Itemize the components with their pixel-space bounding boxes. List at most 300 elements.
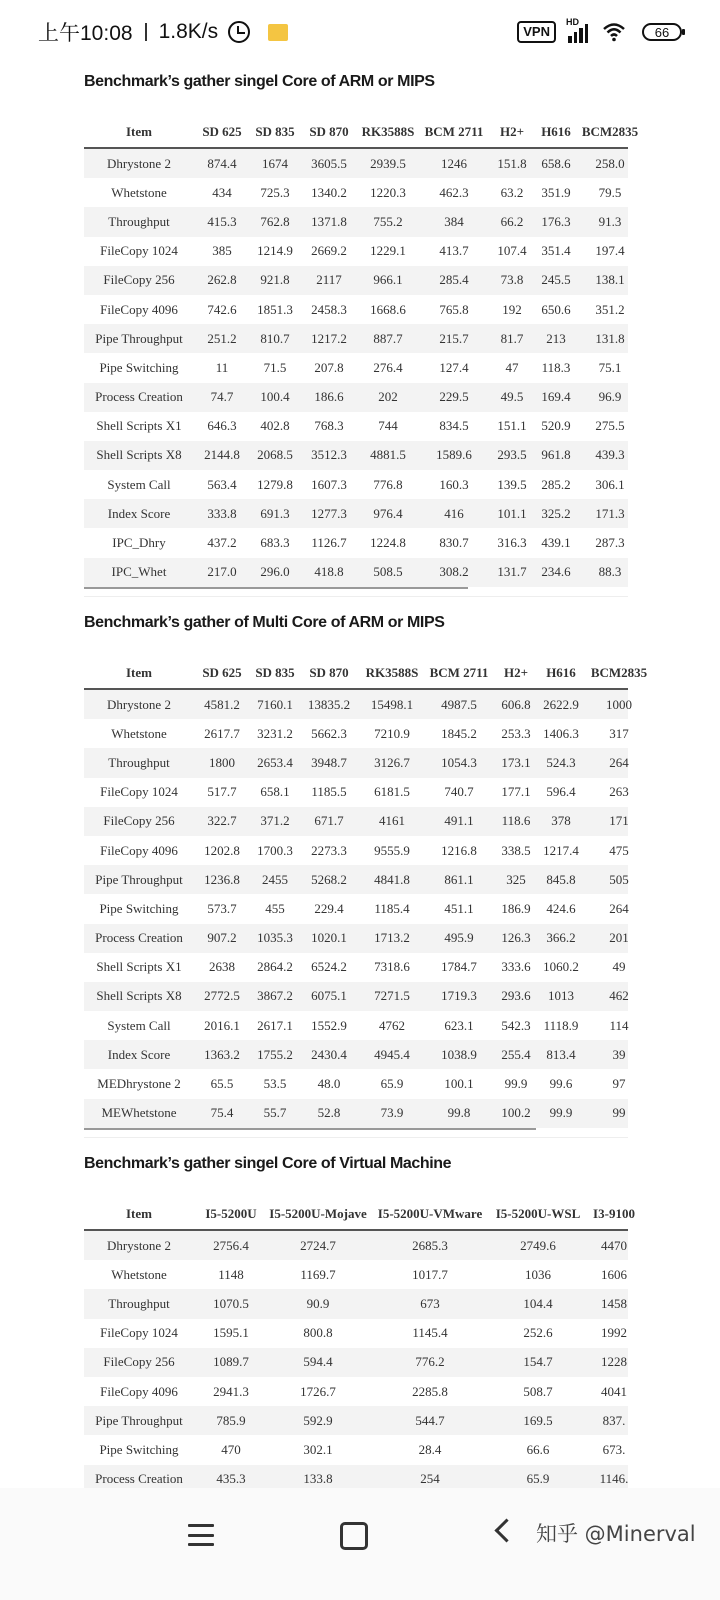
table-cell: 351.4	[541, 243, 571, 259]
table-cell: 264	[609, 900, 629, 916]
table-cell: 921.8	[260, 272, 290, 288]
article-content[interactable]	[0, 64, 720, 1488]
row-label: Pipe Throughput	[95, 330, 183, 346]
navigation-bar	[0, 1488, 720, 1600]
table-cell: 768.3	[314, 418, 344, 434]
table-cell: 2617.7	[204, 725, 240, 741]
table-title: Benchmark’s gather of Multi Core of ARM or MIPS	[84, 614, 445, 631]
table-cell: 2685.3	[412, 1237, 448, 1253]
column-header: SD 625	[202, 123, 242, 139]
table-cell: 907.2	[207, 930, 237, 946]
table-cell: 264	[609, 754, 629, 770]
table-row	[84, 1406, 628, 1435]
table-cell: 1668.6	[370, 301, 406, 317]
table-cell: 325.2	[541, 505, 571, 521]
table-cell: 1217.2	[311, 330, 347, 346]
table-cell: 1228	[601, 1354, 627, 1370]
row-label: FileCopy 1024	[100, 784, 178, 800]
table-cell: 202	[378, 389, 398, 405]
table-cell: 100.1	[444, 1076, 474, 1092]
table-cell: 1371.8	[311, 213, 347, 229]
table-cell: 73.8	[500, 272, 524, 288]
table-cell: 437.2	[207, 535, 237, 551]
table-header-row	[84, 1198, 635, 1231]
table-cell: 762.8	[260, 213, 290, 229]
table-cell: 3867.2	[257, 988, 293, 1004]
signal-icon	[566, 17, 588, 43]
table-cell: 66.2	[500, 213, 524, 229]
table-cell: 462	[609, 988, 629, 1004]
table-cell: 462.3	[439, 184, 469, 200]
table-cell: 169.4	[541, 389, 571, 405]
table-cell: 1607.3	[311, 476, 347, 492]
section-divider	[84, 1137, 628, 1138]
table-cell: 384	[444, 213, 464, 229]
table-cell: 4841.8	[374, 871, 410, 887]
table-cell: 834.5	[439, 418, 469, 434]
table-cell: 524.3	[546, 754, 576, 770]
table-cell: 3948.7	[311, 754, 347, 770]
table-cell: 1035.3	[257, 930, 293, 946]
table-row	[84, 719, 628, 748]
table-cell: 99	[612, 1105, 626, 1121]
table-cell: 262.8	[207, 272, 237, 288]
table-cell: 296.0	[260, 564, 290, 580]
table-header-row	[84, 116, 639, 149]
table-row	[84, 690, 632, 719]
row-label: Shell Scripts X1	[96, 418, 182, 434]
table-cell: 742.6	[207, 301, 237, 317]
table-cell: 2941.3	[213, 1383, 249, 1399]
watermark: 知乎 @Minerval	[536, 1522, 696, 1546]
table-cell: 606.8	[501, 696, 531, 712]
clock: 上午10:08	[38, 22, 133, 45]
column-header: SD 625	[202, 664, 242, 680]
table-cell: 2617.1	[257, 1017, 293, 1033]
table-cell: 1458	[601, 1295, 627, 1311]
table-cell: 673.	[602, 1441, 626, 1457]
alarm-icon	[228, 21, 250, 43]
row-label: Index Score	[107, 505, 171, 521]
table-cell: 2622.9	[543, 696, 579, 712]
status-right	[517, 17, 682, 43]
row-label: Pipe Throughput	[95, 1412, 183, 1428]
table-cell: 650.6	[541, 301, 571, 317]
table-cell: 96.9	[598, 389, 622, 405]
table-cell: 71.5	[263, 359, 287, 375]
table-cell: 253.3	[501, 725, 531, 741]
table-row	[84, 1099, 628, 1128]
table-cell: 49.5	[500, 389, 524, 405]
table-cell: 1214.9	[257, 243, 293, 259]
table-cell: 263	[609, 784, 629, 800]
table-cell: 1589.6	[436, 447, 472, 463]
table-row	[84, 383, 628, 412]
table-cell: 127.4	[439, 359, 469, 375]
hd-label: HD	[566, 17, 579, 27]
table-row	[84, 295, 628, 324]
table-cell: 1719.3	[441, 988, 477, 1004]
table-cell: 90.9	[306, 1295, 330, 1311]
table-cell: 1145.4	[412, 1325, 448, 1341]
table-cell: 217.0	[207, 564, 237, 580]
table-cell: 39	[612, 1046, 626, 1062]
row-label: Throughput	[108, 1295, 170, 1311]
table-cell: 7271.5	[374, 988, 410, 1004]
column-header: H2+	[503, 664, 529, 680]
table-cell: 2772.5	[204, 988, 240, 1004]
table-row	[84, 894, 628, 923]
table-cell: 254	[420, 1471, 440, 1487]
table-cell: 1700.3	[257, 842, 293, 858]
table-cell: 6181.5	[374, 784, 410, 800]
table-cell: 2749.6	[520, 1237, 556, 1253]
table-cell: 79.5	[598, 184, 622, 200]
table-cell: 1148	[218, 1266, 244, 1282]
row-label: FileCopy 256	[103, 272, 175, 288]
column-header: I5-5200U-VMware	[377, 1205, 483, 1221]
table-cell: 91.3	[598, 213, 622, 229]
table-cell: 2455	[262, 871, 288, 887]
table-cell: 28.4	[418, 1441, 442, 1457]
table-cell: 1020.1	[311, 930, 347, 946]
table-cell: 776.2	[415, 1354, 445, 1370]
table-cell: 646.3	[207, 418, 237, 434]
table-header-row	[84, 657, 648, 690]
table-cell: 186.6	[314, 389, 344, 405]
table-row	[84, 470, 628, 499]
table-title: Benchmark’s gather singel Core of ARM or MIPS	[84, 73, 435, 90]
column-header: I5-5200U-WSL	[495, 1205, 581, 1221]
table-cell: 508.7	[523, 1383, 553, 1399]
table-cell: 101.1	[497, 505, 527, 521]
table-row	[84, 1011, 628, 1040]
column-header: BCM2835	[590, 664, 648, 680]
table-cell: 1279.8	[257, 476, 293, 492]
table-cell: 491.1	[444, 813, 474, 829]
table-cell: 2458.3	[311, 301, 347, 317]
column-header: Item	[126, 1205, 152, 1221]
table-cell: 683.3	[260, 535, 290, 551]
row-label: Dhrystone 2	[107, 155, 171, 171]
table-cell: 765.8	[439, 301, 469, 317]
table-cell: 813.4	[546, 1046, 576, 1062]
row-label: Whetstone	[111, 1266, 167, 1282]
row-label: FileCopy 4096	[100, 301, 178, 317]
column-header: Item	[126, 664, 152, 680]
table-cell: 52.8	[317, 1105, 341, 1121]
status-bar	[0, 0, 720, 64]
row-label: IPC_Dhry	[112, 535, 166, 551]
table-cell: 252.6	[523, 1325, 553, 1341]
table-row	[84, 412, 628, 441]
table-cell: 139.5	[497, 476, 527, 492]
table-cell: 245.5	[541, 272, 571, 288]
table-row	[84, 207, 628, 236]
row-label: Whetstone	[111, 725, 167, 741]
table-cell: 976.4	[373, 505, 403, 521]
table-cell: 830.7	[439, 535, 469, 551]
table-cell: 6075.1	[311, 988, 347, 1004]
table-cell: 1070.5	[213, 1295, 249, 1311]
table-cell: 1013	[548, 988, 574, 1004]
table-cell: 1755.2	[257, 1046, 293, 1062]
row-label: Pipe Throughput	[95, 871, 183, 887]
table-cell: 1220.3	[370, 184, 406, 200]
table-cell: 7318.6	[374, 959, 410, 975]
table-cell: 308.2	[439, 564, 469, 580]
table-cell: 275.5	[595, 418, 625, 434]
table-cell: 563.4	[207, 476, 237, 492]
table-row	[84, 1435, 628, 1464]
table-cell: 961.8	[541, 447, 571, 463]
column-header: H2+	[499, 123, 525, 139]
table-cell: 207.8	[314, 359, 344, 375]
table-row	[84, 836, 628, 865]
table-cell: 520.9	[541, 418, 571, 434]
table-cell: 596.4	[546, 784, 576, 800]
table-cell: 1185.5	[311, 784, 347, 800]
table-cell: 592.9	[303, 1412, 333, 1428]
vpn-icon: VPN	[517, 21, 556, 43]
table-cell: 2117	[316, 272, 342, 288]
table-cell: 171	[609, 813, 629, 829]
table-cell: 475	[609, 842, 629, 858]
table-cell: 740.7	[444, 784, 474, 800]
table-cell: 131.8	[595, 330, 625, 346]
row-label: Shell Scripts X1	[96, 959, 182, 975]
table-cell: 776.8	[373, 476, 403, 492]
row-label: Pipe Switching	[99, 1441, 179, 1457]
row-label: System Call	[107, 1017, 171, 1033]
table-cell: 1784.7	[441, 959, 477, 975]
table-cell: 2144.8	[204, 447, 240, 463]
table-cell: 1126.7	[311, 535, 347, 551]
table-cell: 3126.7	[374, 754, 410, 770]
row-label: FileCopy 1024	[100, 1325, 178, 1341]
table-cell: 1406.3	[543, 725, 579, 741]
table-cell: 2016.1	[204, 1017, 240, 1033]
table-cell: 1713.2	[374, 930, 410, 946]
table-cell: 151.1	[497, 418, 527, 434]
table-cell: 255.4	[501, 1046, 531, 1062]
battery-icon: 66	[642, 23, 682, 41]
table-cell: 99.9	[504, 1076, 528, 1092]
table-cell: 1054.3	[441, 754, 477, 770]
table-cell: 285.2	[541, 476, 571, 492]
table-cell: 371.2	[260, 813, 290, 829]
table-cell: 2638	[209, 959, 235, 975]
table-cell: 351.9	[541, 184, 571, 200]
table-cell: 88.3	[598, 564, 622, 580]
table-cell: 1340.2	[311, 184, 347, 200]
row-label: Whetstone	[111, 184, 167, 200]
table-row	[84, 558, 628, 587]
table-bottom-rule	[84, 1128, 536, 1130]
table-cell: 1146.	[599, 1471, 629, 1487]
table-row	[84, 865, 628, 894]
table-cell: 169.5	[523, 1412, 553, 1428]
benchmark-table	[84, 1198, 635, 1496]
row-label: Process Creation	[95, 389, 183, 405]
table-cell: 338.5	[501, 842, 531, 858]
table-row	[84, 748, 628, 777]
benchmark-table	[84, 657, 648, 1130]
table-cell: 3231.2	[257, 725, 293, 741]
table-cell: 2864.2	[257, 959, 293, 975]
table-cell: 126.3	[501, 930, 531, 946]
table-cell: 4762	[379, 1017, 405, 1033]
table-cell: 1595.1	[213, 1325, 249, 1341]
table-cell: 1277.3	[311, 505, 347, 521]
table-cell: 13835.2	[307, 696, 351, 712]
table-cell: 4987.5	[441, 696, 477, 712]
table-cell: 49	[612, 959, 626, 975]
table-cell: 658.1	[260, 784, 290, 800]
menu-icon[interactable]	[188, 1524, 214, 1546]
column-header: RK3588S	[361, 123, 415, 139]
table-cell: 316.3	[497, 535, 527, 551]
table-section	[84, 1153, 635, 1496]
table-cell: 1217.4	[543, 842, 579, 858]
table-cell: 594.4	[303, 1354, 333, 1370]
column-header: SD 835	[255, 123, 295, 139]
column-header: H616	[541, 123, 571, 139]
table-row	[84, 266, 628, 295]
row-label: IPC_Whet	[111, 564, 167, 580]
row-label: Dhrystone 2	[107, 1237, 171, 1253]
table-cell: 229.5	[439, 389, 469, 405]
table-row	[84, 1289, 628, 1318]
table-cell: 2430.4	[311, 1046, 347, 1062]
table-cell: 691.3	[260, 505, 290, 521]
table-cell: 138.1	[595, 272, 625, 288]
table-cell: 1169.7	[300, 1266, 336, 1282]
table-cell: 378	[551, 813, 571, 829]
row-label: System Call	[107, 476, 171, 492]
table-cell: 63.2	[500, 184, 524, 200]
table-cell: 439.3	[595, 447, 625, 463]
table-cell: 11	[215, 359, 229, 375]
table-cell: 2273.3	[311, 842, 347, 858]
row-label: MEDhrystone 2	[97, 1076, 181, 1092]
column-header: BCM2835	[581, 123, 639, 139]
row-label: Throughput	[108, 754, 170, 770]
table-cell: 4945.4	[374, 1046, 410, 1062]
table-cell: 197.4	[595, 243, 625, 259]
table-cell: 1185.4	[374, 900, 410, 916]
table-cell: 229.4	[314, 900, 344, 916]
table-cell: 15498.1	[370, 696, 414, 712]
table-cell: 1726.7	[300, 1383, 336, 1399]
table-cell: 1552.9	[311, 1017, 347, 1033]
table-cell: 133.8	[303, 1471, 333, 1487]
table-cell: 861.1	[444, 871, 474, 887]
table-cell: 517.7	[207, 784, 237, 800]
table-cell: 333.6	[501, 959, 531, 975]
table-cell: 573.7	[207, 900, 237, 916]
table-cell: 351.2	[595, 301, 625, 317]
table-cell: 1851.3	[257, 301, 293, 317]
home-icon[interactable]	[340, 1522, 368, 1550]
table-cell: 415.3	[207, 213, 237, 229]
table-cell: 154.7	[523, 1354, 553, 1370]
row-label: Throughput	[108, 213, 170, 229]
table-cell: 104.4	[523, 1295, 553, 1311]
table-cell: 99.8	[447, 1105, 471, 1121]
table-cell: 75.4	[210, 1105, 234, 1121]
table-cell: 1038.9	[441, 1046, 477, 1062]
table-cell: 186.9	[501, 900, 531, 916]
table-cell: 495.9	[444, 930, 474, 946]
table-row	[84, 778, 628, 807]
table-cell: 177.1	[501, 784, 531, 800]
table-cell: 439.1	[541, 535, 571, 551]
table-cell: 66.6	[526, 1441, 550, 1457]
table-row	[84, 353, 628, 382]
table-row	[84, 807, 628, 836]
column-header: H616	[546, 664, 576, 680]
back-icon[interactable]	[494, 1518, 518, 1542]
table-row	[84, 499, 628, 528]
table-cell: 302.1	[303, 1441, 333, 1457]
table-cell: 160.3	[439, 476, 469, 492]
table-cell: 7160.1	[257, 696, 293, 712]
table-cell: 725.3	[260, 184, 290, 200]
table-row	[84, 324, 628, 353]
table-cell: 65.5	[210, 1076, 234, 1092]
table-cell: 508.5	[373, 564, 403, 580]
table-cell: 658.6	[541, 155, 571, 171]
table-cell: 2939.5	[370, 155, 406, 171]
table-cell: 7210.9	[374, 725, 410, 741]
table-row	[84, 924, 628, 953]
table-cell: 4881.5	[370, 447, 406, 463]
table-cell: 413.7	[439, 243, 469, 259]
table-cell: 1017.7	[412, 1266, 448, 1282]
table-cell: 293.6	[501, 988, 531, 1004]
table-cell: 118.3	[541, 359, 571, 375]
row-label: FileCopy 4096	[100, 1383, 178, 1399]
table-cell: 505	[609, 871, 629, 887]
table-cell: 1216.8	[441, 842, 477, 858]
table-cell: 2724.7	[300, 1237, 336, 1253]
table-cell: 966.1	[373, 272, 403, 288]
table-cell: 1363.2	[204, 1046, 240, 1062]
table-cell: 325	[506, 871, 526, 887]
table-cell: 800.8	[303, 1325, 333, 1341]
table-cell: 6524.2	[311, 959, 347, 975]
table-cell: 73.9	[380, 1105, 404, 1121]
table-cell: 114	[609, 1017, 629, 1033]
table-cell: 171.3	[595, 505, 625, 521]
table-cell: 173.1	[501, 754, 531, 770]
table-cell: 287.3	[595, 535, 625, 551]
table-cell: 544.7	[415, 1412, 445, 1428]
table-row	[84, 149, 628, 178]
row-label: Dhrystone 2	[107, 696, 171, 712]
table-cell: 845.8	[546, 871, 576, 887]
table-cell: 1236.8	[204, 871, 240, 887]
table-title: Benchmark’s gather singel Core of Virtual Machine	[84, 1155, 452, 1172]
table-row	[84, 1377, 628, 1406]
table-cell: 3512.3	[311, 447, 347, 463]
column-header: I5-5200U-Mojave	[269, 1205, 367, 1221]
column-header: BCM 2711	[429, 664, 489, 680]
column-header: SD 835	[255, 664, 295, 680]
table-cell: 1229.1	[370, 243, 406, 259]
table-cell: 887.7	[373, 330, 403, 346]
